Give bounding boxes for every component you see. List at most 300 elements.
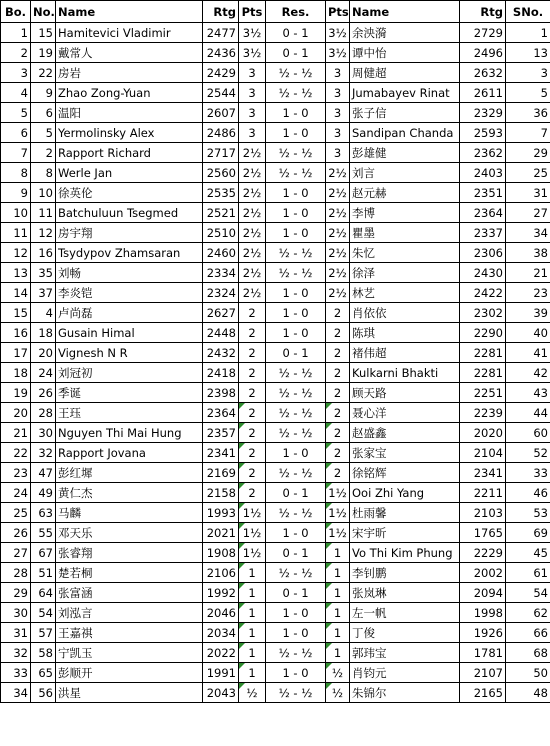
result-cell: ½ - ½ [266,143,326,163]
player-number-cell: 51 [31,563,56,583]
white-points-cell: 3 [239,123,266,143]
white-points-cell: 1 [239,663,266,683]
player-number-cell: 2 [31,143,56,163]
white-rating-cell: 2418 [203,363,239,383]
black-rating-cell: 1781 [460,643,506,663]
black-points-cell: 2 [326,423,350,443]
white-player-name-cell: Yermolinsky Alex [56,123,203,143]
black-points-cell: 2 [326,343,350,363]
black-player-name-cell: 余泱漪 [350,23,460,43]
board-number-cell: 28 [1,563,31,583]
black-player-name-cell: 聂心洋 [350,403,460,423]
white-rating-cell: 2324 [203,283,239,303]
black-player-name-cell: 杜雨馨 [350,503,460,523]
black-rating-cell: 2632 [460,63,506,83]
board-number-cell: 10 [1,203,31,223]
black-points-cell: 2½ [326,223,350,243]
white-rating-cell: 2521 [203,203,239,223]
table-row [1,143,550,163]
white-points-cell: 2 [239,303,266,323]
black-start-number-cell: 50 [506,663,550,683]
black-start-number-cell: 34 [506,223,550,243]
white-player-name-cell: 楚若桐 [56,563,203,583]
black-rating-cell: 2094 [460,583,506,603]
white-rating-cell: 2334 [203,263,239,283]
board-number-cell: 9 [1,183,31,203]
board-number-cell: 34 [1,683,31,703]
result-cell: ½ - ½ [266,83,326,103]
white-player-name-cell: 王嘉祺 [56,623,203,643]
result-cell: 1 - 0 [266,443,326,463]
white-rating-cell: 2043 [203,683,239,703]
table-row [1,603,550,623]
white-points-cell: 2 [239,443,266,463]
table-row [1,483,550,503]
player-number-cell: 8 [31,163,56,183]
white-rating-cell: 2544 [203,83,239,103]
board-number-cell: 32 [1,643,31,663]
black-points-cell: 2½ [326,183,350,203]
white-points-cell: 3½ [239,43,266,63]
black-points-cell: 3½ [326,23,350,43]
white-player-name-cell: 季诞 [56,383,203,403]
white-player-name-cell: 房宇翔 [56,223,203,243]
black-start-number-cell: 48 [506,683,550,703]
black-start-number-cell: 43 [506,383,550,403]
table-row [1,683,550,703]
board-number-cell: 2 [1,43,31,63]
white-player-name-cell: 宁凯玉 [56,643,203,663]
black-rating-cell: 1926 [460,623,506,643]
white-rating-cell: 2560 [203,163,239,183]
white-points-cell: 2 [239,343,266,363]
white-points-cell: 1 [239,563,266,583]
black-rating-cell: 2329 [460,103,506,123]
black-points-cell: 1½ [326,503,350,523]
white-rating-cell: 2535 [203,183,239,203]
black-rating-cell: 2107 [460,663,506,683]
black-start-number-cell: 52 [506,443,550,463]
player-number-cell: 47 [31,463,56,483]
white-player-name-cell: 王珏 [56,403,203,423]
board-number-cell: 25 [1,503,31,523]
col-header-rating: Rtg [203,1,239,23]
black-start-number-cell: 42 [506,363,550,383]
black-start-number-cell: 21 [506,263,550,283]
black-player-name-cell: 左一帆 [350,603,460,623]
table-row [1,363,550,383]
white-player-name-cell: Nguyen Thi Mai Hung [56,423,203,443]
result-cell: ½ - ½ [266,683,326,703]
white-rating-cell: 1992 [203,583,239,603]
black-start-number-cell: 61 [506,563,550,583]
col-header-points-black: Pts [326,1,350,23]
black-start-number-cell: 23 [506,283,550,303]
white-points-cell: 3½ [239,23,266,43]
result-cell: 0 - 1 [266,483,326,503]
board-number-cell: 8 [1,163,31,183]
board-number-cell: 17 [1,343,31,363]
black-points-cell: 1 [326,543,350,563]
black-rating-cell: 2302 [460,303,506,323]
black-rating-cell: 1998 [460,603,506,623]
black-player-name-cell: 瞿墨 [350,223,460,243]
black-points-cell: 2½ [326,263,350,283]
result-cell: 1 - 0 [266,283,326,303]
table-row [1,123,550,143]
black-start-number-cell: 33 [506,463,550,483]
black-points-cell: 1 [326,643,350,663]
black-rating-cell: 2430 [460,263,506,283]
white-points-cell: 1½ [239,523,266,543]
black-points-cell: 2½ [326,283,350,303]
white-points-cell: 3 [239,63,266,83]
white-rating-cell: 2432 [203,343,239,363]
black-player-name-cell: 丁俊 [350,623,460,643]
black-points-cell: 2½ [326,203,350,223]
white-rating-cell: 2364 [203,403,239,423]
black-rating-cell: 2306 [460,243,506,263]
black-start-number-cell: 29 [506,143,550,163]
player-number-cell: 22 [31,63,56,83]
black-player-name-cell: 刘言 [350,163,460,183]
black-rating-cell: 2403 [460,163,506,183]
white-rating-cell: 2486 [203,123,239,143]
result-cell: ½ - ½ [266,263,326,283]
black-player-name-cell: 赵盛鑫 [350,423,460,443]
col-header-sno: SNo. [506,1,550,23]
black-start-number-cell: 3 [506,63,550,83]
result-cell: 1 - 0 [266,103,326,123]
black-points-cell: 2 [326,443,350,463]
result-cell: 0 - 1 [266,343,326,363]
white-player-name-cell: 张富涵 [56,583,203,603]
result-cell: ½ - ½ [266,383,326,403]
black-rating-cell: 2239 [460,403,506,423]
result-cell: ½ - ½ [266,243,326,263]
white-points-cell: 2½ [239,163,266,183]
black-start-number-cell: 41 [506,343,550,363]
table-body [1,23,550,703]
table-row [1,303,550,323]
black-rating-cell: 2211 [460,483,506,503]
black-points-cell: 1 [326,563,350,583]
black-points-cell: 2 [326,463,350,483]
black-player-name-cell: 李钊鹏 [350,563,460,583]
white-points-cell: 2 [239,323,266,343]
board-number-cell: 23 [1,463,31,483]
player-number-cell: 35 [31,263,56,283]
black-start-number-cell: 44 [506,403,550,423]
player-number-cell: 55 [31,523,56,543]
black-player-name-cell: 徐铭辉 [350,463,460,483]
white-rating-cell: 2460 [203,243,239,263]
white-player-name-cell: 房岩 [56,63,203,83]
white-points-cell: 2 [239,363,266,383]
board-number-cell: 4 [1,83,31,103]
black-points-cell: 2 [326,403,350,423]
result-cell: 1 - 0 [266,123,326,143]
black-points-cell: ½ [326,683,350,703]
black-rating-cell: 2020 [460,423,506,443]
result-cell: ½ - ½ [266,423,326,443]
black-rating-cell: 2002 [460,563,506,583]
white-points-cell: 2½ [239,263,266,283]
black-player-name-cell: 陈琪 [350,323,460,343]
player-number-cell: 5 [31,123,56,143]
black-player-name-cell: 林艺 [350,283,460,303]
black-points-cell: 2 [326,323,350,343]
board-number-cell: 29 [1,583,31,603]
black-rating-cell: 2103 [460,503,506,523]
table-row [1,643,550,663]
player-number-cell: 57 [31,623,56,643]
black-player-name-cell: 肖依依 [350,303,460,323]
col-header-points: Pts [239,1,266,23]
result-cell: ½ - ½ [266,643,326,663]
white-player-name-cell: 卢尚磊 [56,303,203,323]
table-row [1,503,550,523]
black-points-cell: 3 [326,103,350,123]
black-points-cell: 2 [326,383,350,403]
black-rating-cell: 2593 [460,123,506,143]
table-row [1,243,550,263]
black-points-cell: 3½ [326,43,350,63]
white-points-cell: 2½ [239,223,266,243]
table-row [1,263,550,283]
table-row [1,583,550,603]
white-player-name-cell: Rapport Richard [56,143,203,163]
black-start-number-cell: 69 [506,523,550,543]
table-row [1,623,550,643]
white-player-name-cell: 刘畅 [56,263,203,283]
player-number-cell: 64 [31,583,56,603]
board-number-cell: 11 [1,223,31,243]
board-number-cell: 31 [1,623,31,643]
white-player-name-cell: 邓天乐 [56,523,203,543]
black-points-cell: 1 [326,583,350,603]
white-points-cell: 2½ [239,283,266,303]
black-rating-cell: 2351 [460,183,506,203]
board-number-cell: 21 [1,423,31,443]
black-player-name-cell: 朱忆 [350,243,460,263]
result-cell: 1 - 0 [266,203,326,223]
table-row [1,563,550,583]
black-start-number-cell: 45 [506,543,550,563]
white-rating-cell: 1908 [203,543,239,563]
black-start-number-cell: 66 [506,623,550,643]
black-player-name-cell: 肖钧元 [350,663,460,683]
white-points-cell: 1 [239,603,266,623]
black-points-cell: 1 [326,623,350,643]
board-number-cell: 27 [1,543,31,563]
player-number-cell: 26 [31,383,56,403]
white-points-cell: 1 [239,643,266,663]
black-rating-cell: 2729 [460,23,506,43]
black-rating-cell: 1765 [460,523,506,543]
table-row [1,323,550,343]
player-number-cell: 16 [31,243,56,263]
board-number-cell: 13 [1,263,31,283]
board-number-cell: 30 [1,603,31,623]
black-player-name-cell: 徐泽 [350,263,460,283]
black-rating-cell: 2362 [460,143,506,163]
table-row [1,403,550,423]
player-number-cell: 20 [31,343,56,363]
white-rating-cell: 2448 [203,323,239,343]
result-cell: 1 - 0 [266,623,326,643]
table-row [1,663,550,683]
board-number-cell: 3 [1,63,31,83]
black-rating-cell: 2422 [460,283,506,303]
black-player-name-cell: 张岚琳 [350,583,460,603]
black-player-name-cell: 顾天路 [350,383,460,403]
white-rating-cell: 2717 [203,143,239,163]
white-rating-cell: 2341 [203,443,239,463]
table-row [1,203,550,223]
white-rating-cell: 2169 [203,463,239,483]
result-cell: 1 - 0 [266,603,326,623]
black-rating-cell: 2251 [460,383,506,403]
black-player-name-cell: Kulkarni Bhakti [350,363,460,383]
result-cell: 1 - 0 [266,323,326,343]
white-rating-cell: 2021 [203,523,239,543]
black-points-cell: 1½ [326,523,350,543]
black-player-name-cell: 朱锦尔 [350,683,460,703]
table-row [1,183,550,203]
black-points-cell: 2 [326,363,350,383]
black-start-number-cell: 25 [506,163,550,183]
player-number-cell: 32 [31,443,56,463]
result-cell: ½ - ½ [266,503,326,523]
board-number-cell: 19 [1,383,31,403]
board-number-cell: 20 [1,403,31,423]
black-player-name-cell: 张子信 [350,103,460,123]
black-start-number-cell: 39 [506,303,550,323]
white-rating-cell: 2627 [203,303,239,323]
black-start-number-cell: 68 [506,643,550,663]
black-points-cell: 1½ [326,483,350,503]
player-number-cell: 12 [31,223,56,243]
white-player-name-cell: 温阳 [56,103,203,123]
white-rating-cell: 2022 [203,643,239,663]
table-row [1,43,550,63]
col-header-result: Res. [266,1,326,23]
result-cell: 1 - 0 [266,183,326,203]
result-cell: 0 - 1 [266,583,326,603]
board-number-cell: 24 [1,483,31,503]
white-points-cell: 3 [239,83,266,103]
result-cell: 0 - 1 [266,43,326,63]
black-start-number-cell: 5 [506,83,550,103]
player-number-cell: 63 [31,503,56,523]
table-row [1,83,550,103]
player-number-cell: 37 [31,283,56,303]
table-row [1,543,550,563]
white-points-cell: 2½ [239,183,266,203]
black-start-number-cell: 62 [506,603,550,623]
white-points-cell: 2 [239,423,266,443]
table-row [1,23,550,43]
white-points-cell: 1½ [239,543,266,563]
board-number-cell: 1 [1,23,31,43]
board-number-cell: 5 [1,103,31,123]
white-points-cell: 1 [239,623,266,643]
white-player-name-cell: 彭顺开 [56,663,203,683]
black-player-name-cell: Ooi Zhi Yang [350,483,460,503]
white-points-cell: 2 [239,383,266,403]
black-rating-cell: 2229 [460,543,506,563]
player-number-cell: 4 [31,303,56,323]
white-rating-cell: 2357 [203,423,239,443]
board-number-cell: 7 [1,143,31,163]
black-player-name-cell: 褚伟超 [350,343,460,363]
white-rating-cell: 1993 [203,503,239,523]
player-number-cell: 58 [31,643,56,663]
white-player-name-cell: Batchuluun Tsegmed [56,203,203,223]
black-points-cell: 3 [326,83,350,103]
black-points-cell: 1 [326,603,350,623]
black-rating-cell: 2290 [460,323,506,343]
white-rating-cell: 2034 [203,623,239,643]
board-number-cell: 22 [1,443,31,463]
white-rating-cell: 2398 [203,383,239,403]
white-points-cell: ½ [239,683,266,703]
white-player-name-cell: 洪星 [56,683,203,703]
player-number-cell: 30 [31,423,56,443]
black-start-number-cell: 7 [506,123,550,143]
black-player-name-cell: 郭玮宝 [350,643,460,663]
black-points-cell: ½ [326,663,350,683]
result-cell: ½ - ½ [266,163,326,183]
player-number-cell: 65 [31,663,56,683]
black-player-name-cell: 赵元赫 [350,183,460,203]
white-player-name-cell: 徐英伦 [56,183,203,203]
result-cell: 1 - 0 [266,523,326,543]
result-cell: 0 - 1 [266,23,326,43]
white-player-name-cell: Gusain Himal [56,323,203,343]
white-player-name-cell: 黄仁杰 [56,483,203,503]
white-rating-cell: 2106 [203,563,239,583]
player-number-cell: 15 [31,23,56,43]
white-rating-cell: 2436 [203,43,239,63]
player-number-cell: 56 [31,683,56,703]
result-cell: 1 - 0 [266,303,326,323]
black-start-number-cell: 60 [506,423,550,443]
black-player-name-cell: Vo Thi Kim Phung [350,543,460,563]
player-number-cell: 9 [31,83,56,103]
white-player-name-cell: 刘冠初 [56,363,203,383]
col-header-name-black: Name [350,1,460,23]
white-player-name-cell: 彭红墀 [56,463,203,483]
black-start-number-cell: 54 [506,583,550,603]
black-rating-cell: 2337 [460,223,506,243]
player-number-cell: 49 [31,483,56,503]
white-points-cell: 3 [239,103,266,123]
white-player-name-cell: 李炎铠 [56,283,203,303]
header-row [1,1,550,23]
black-points-cell: 2½ [326,163,350,183]
board-number-cell: 16 [1,323,31,343]
black-start-number-cell: 38 [506,243,550,263]
black-start-number-cell: 27 [506,203,550,223]
black-player-name-cell: 彭雄健 [350,143,460,163]
board-number-cell: 12 [1,243,31,263]
result-cell: ½ - ½ [266,463,326,483]
black-player-name-cell: Jumabayev Rinat [350,83,460,103]
white-rating-cell: 2607 [203,103,239,123]
black-start-number-cell: 1 [506,23,550,43]
